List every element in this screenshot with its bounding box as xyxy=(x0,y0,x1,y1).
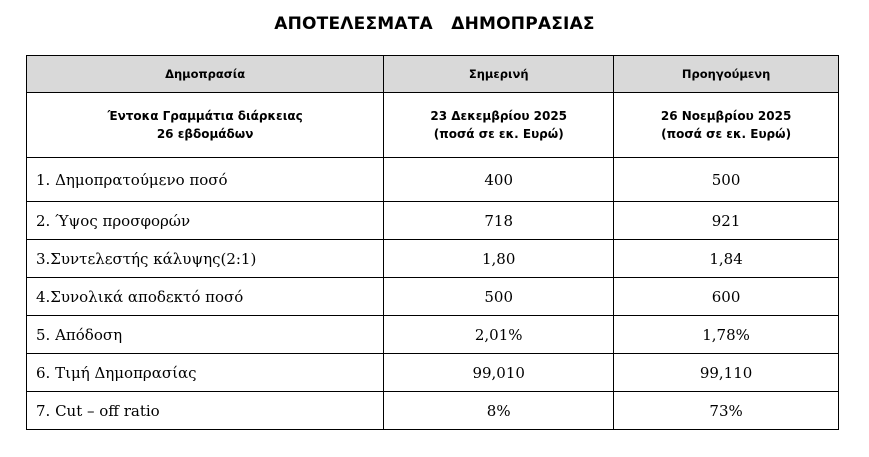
current-value: 400 xyxy=(384,158,614,202)
row-label: 1. Δημοπρατούμενο ποσό xyxy=(27,158,384,202)
auction-results-table xyxy=(26,55,839,430)
current-value: 500 xyxy=(384,278,614,316)
previous-value: 1,78% xyxy=(614,316,839,354)
header-auction: Δημοπρασία xyxy=(27,56,384,93)
page-title: ΑΠΟΤΕΛΕΣΜΑΤΑ ΔΗΜΟΠΡΑΣΙΑΣ xyxy=(274,14,595,34)
current-value: 718 xyxy=(384,202,614,240)
row-label: 5. Απόδοση xyxy=(27,316,384,354)
header-current: Σημερινή xyxy=(384,56,614,93)
current-date: 23 Δεκεμβρίου 2025 xyxy=(430,109,568,123)
instrument-cell xyxy=(27,93,384,158)
table-row xyxy=(27,202,839,240)
previous-value: 99,110 xyxy=(614,354,839,392)
table-header-row xyxy=(27,56,839,93)
table-row xyxy=(27,392,839,430)
previous-value: 73% xyxy=(614,392,839,430)
header-previous: Προηγούμενη xyxy=(614,56,839,93)
row-label: 7. Cut – off ratio xyxy=(27,392,384,430)
table-row xyxy=(27,278,839,316)
previous-value: 600 xyxy=(614,278,839,316)
table-subheader-row xyxy=(27,93,839,158)
table-row xyxy=(27,240,839,278)
table-row xyxy=(27,316,839,354)
row-label: 4.Συνολικά αποδεκτό ποσό xyxy=(27,278,384,316)
previous-value: 1,84 xyxy=(614,240,839,278)
instrument-name: Έντοκα Γραμμάτια διάρκειας xyxy=(107,109,303,123)
current-unit: (ποσά σε εκ. Ευρώ) xyxy=(433,127,564,141)
previous-value: 921 xyxy=(614,202,839,240)
current-date-cell xyxy=(384,93,614,158)
current-value: 2,01% xyxy=(384,316,614,354)
current-value: 8% xyxy=(384,392,614,430)
previous-date-cell xyxy=(614,93,839,158)
table-row xyxy=(27,354,839,392)
row-label: 3.Συντελεστής κάλυψης(2:1) xyxy=(27,240,384,278)
table-row xyxy=(27,158,839,202)
previous-unit: (ποσά σε εκ. Ευρώ) xyxy=(661,127,792,141)
previous-value: 500 xyxy=(614,158,839,202)
row-label: 6. Τιμή Δημοπρασίας xyxy=(27,354,384,392)
current-value: 99,010 xyxy=(384,354,614,392)
current-value: 1,80 xyxy=(384,240,614,278)
row-label: 2. Ύψος προσφορών xyxy=(27,202,384,240)
previous-date: 26 Νοεμβρίου 2025 xyxy=(660,109,792,123)
instrument-duration: 26 εβδομάδων xyxy=(156,127,254,141)
